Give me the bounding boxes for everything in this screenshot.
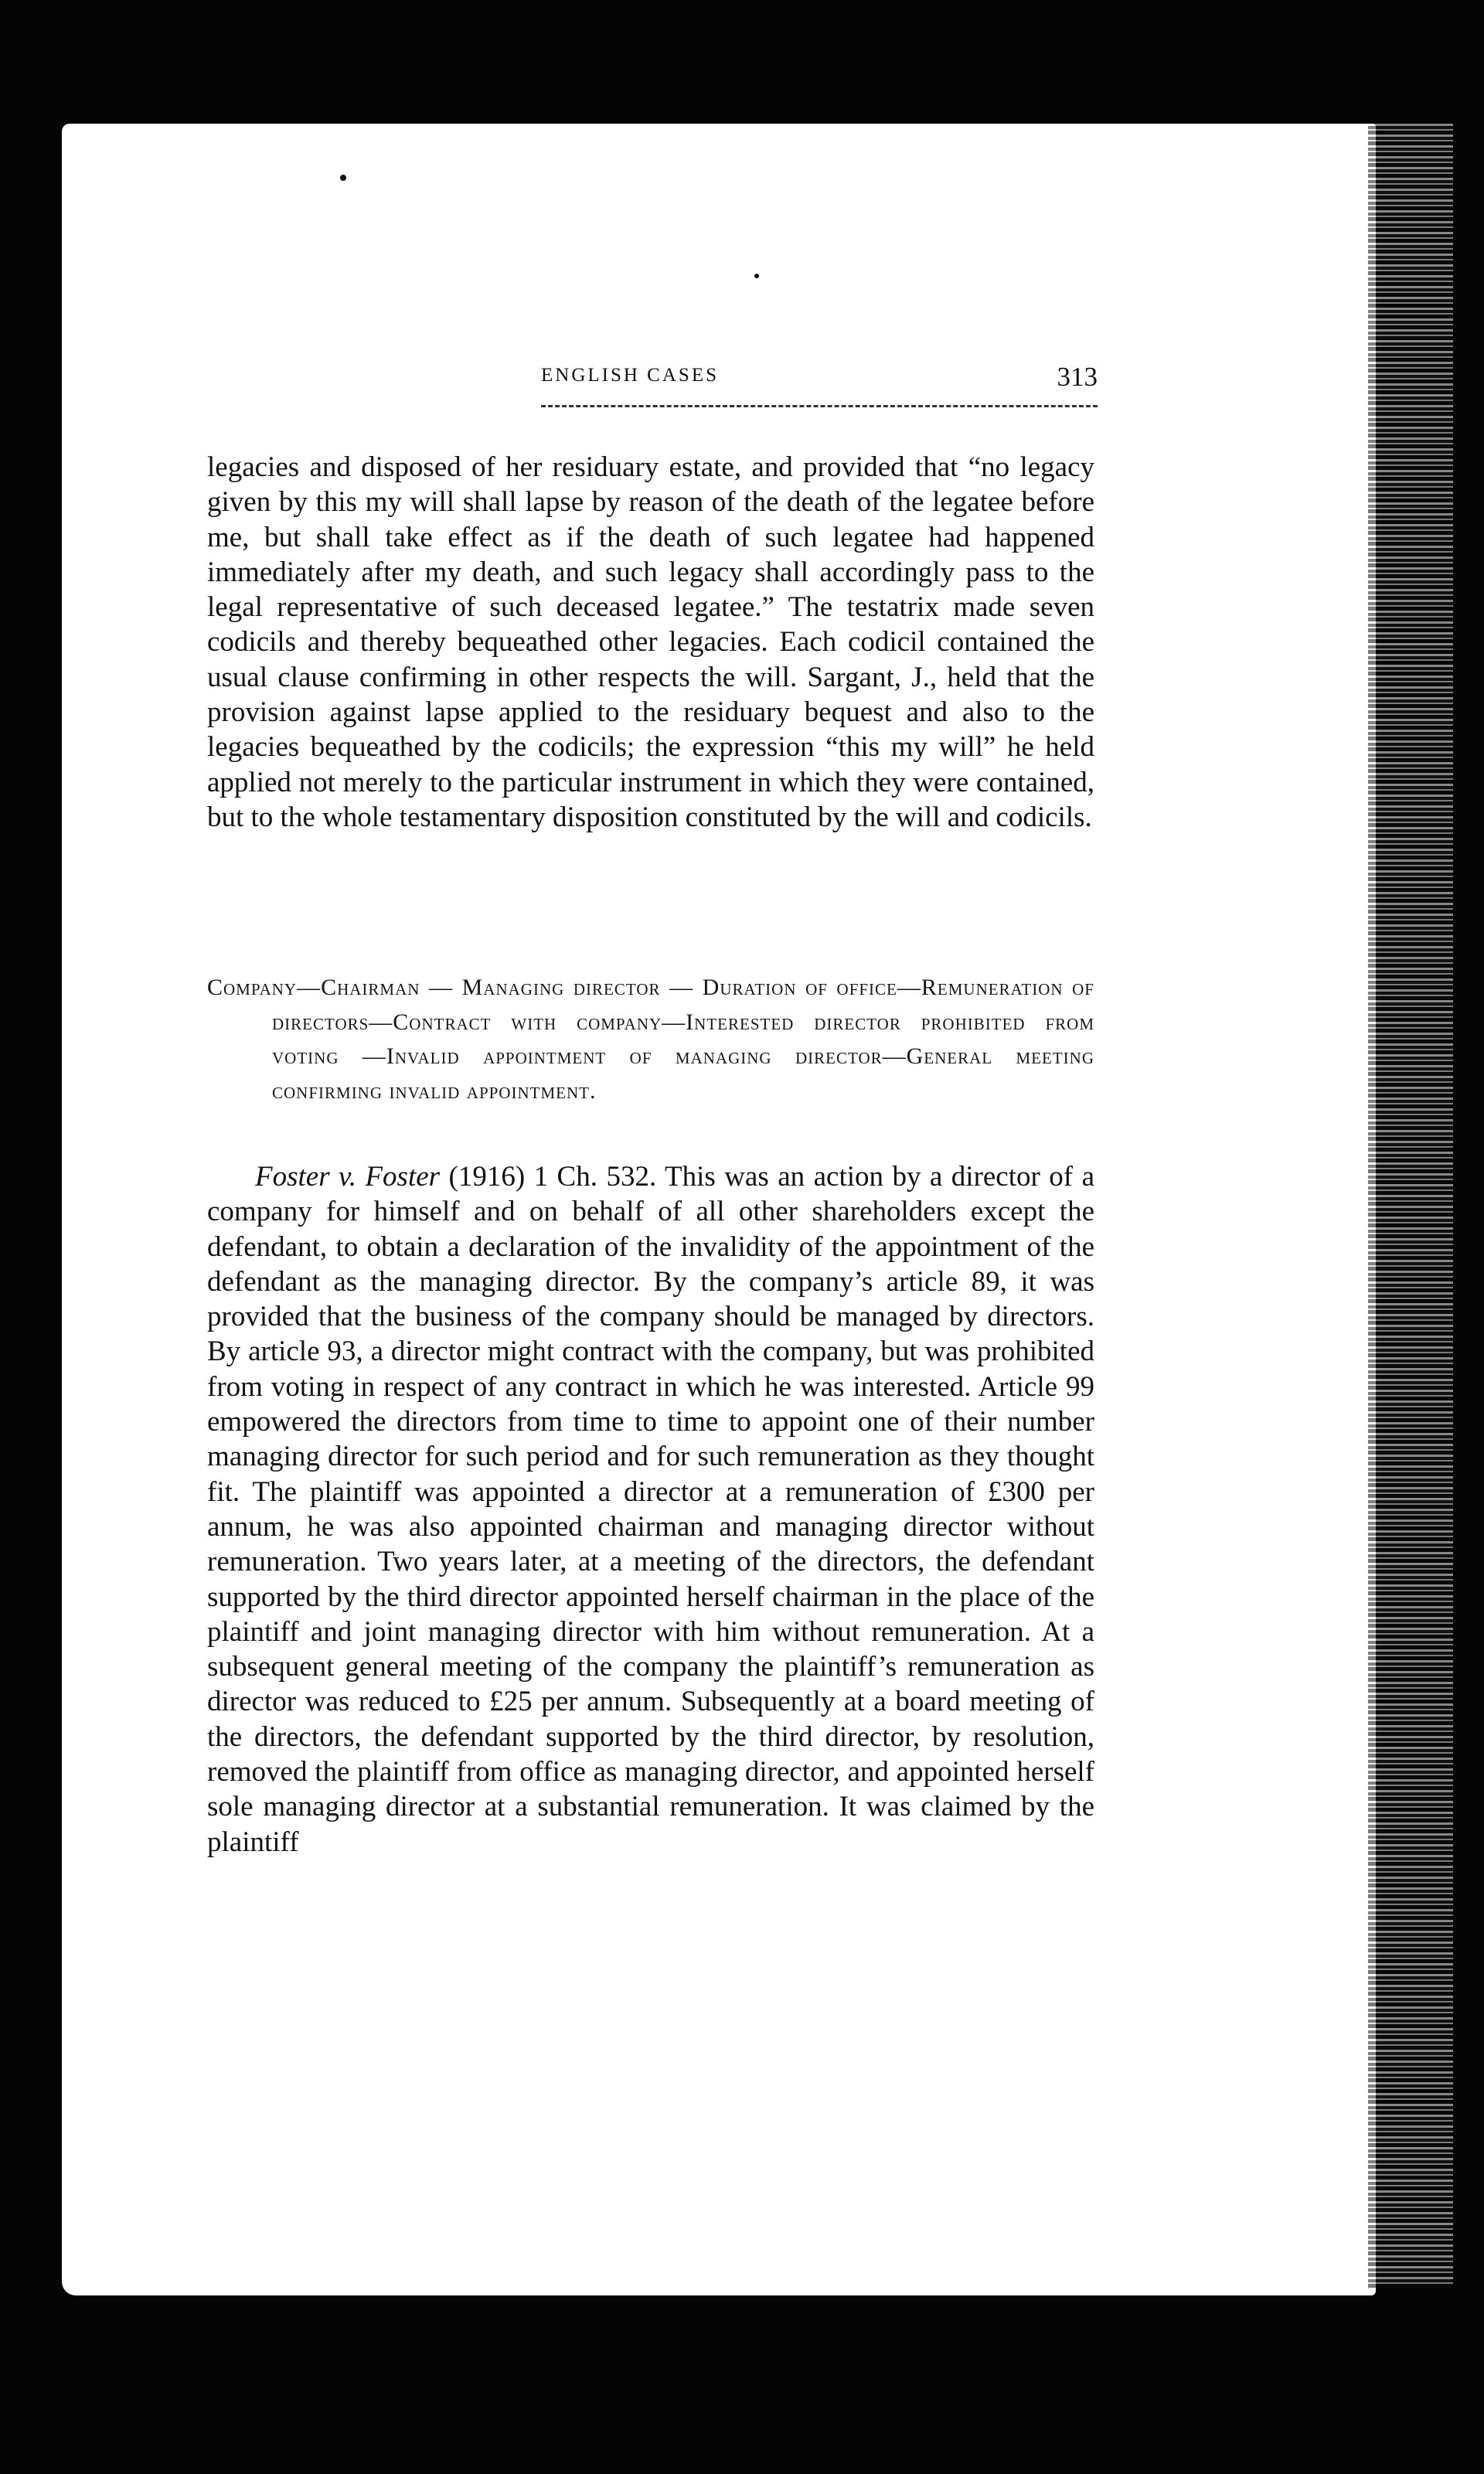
scan-speck bbox=[754, 274, 759, 278]
paragraph-2 bbox=[207, 1159, 1094, 1860]
paragraph-2-text: (1916) 1 Ch. 532. This was an action by a director of a company for himself and on behalf of all other shareholders except the defendant, to obtain a declaration of the invalidity of the appointment of the defendant as the managing director. By the company’s article 89, it was provided that the business of the company should be managed by directors. By article 93, a director might contract with the company, but was prohibited from voting in respect of any contract in which he was interested. Article 99 empowered the directors from time to time to appoint one of their number managing director for such period and for such remuneration as they thought fit. The plaintiff was appointed a director at a remuneration of £300 per annum, he was also appointed chairman and managing director without remuneration. Two years later, at a meeting of the directors, the defendant supported by the third director appointed herself chairman in the place of the plaintiff and joint managing director with him without remuneration. At a subsequent general meeting of the company the plaintiff’s remuneration as director was reduced to £25 per annum. Subsequently at a board meeting of the directors, the defendant supported by the third director, by resolution, removed the plaintiff from office as managing director, and appointed herself sole managing director at a substantial remuneration. It was claimed by the plaintiff bbox=[207, 1161, 1094, 1858]
section-heading: Company—Chairman — Managing director — Duration of office—Remuneration of directors—Contract with company—Interested director prohibited from voting —Invalid appointment of managing director—General meeting confirming invalid appointment. bbox=[207, 975, 1094, 1104]
page-edge-noise bbox=[1368, 124, 1453, 2288]
header-rule bbox=[541, 405, 1098, 407]
page-number: 313 bbox=[1057, 362, 1098, 392]
running-head: ENGLISH CASES bbox=[541, 365, 719, 386]
case-name: Foster v. Foster bbox=[255, 1161, 441, 1193]
scan-speck bbox=[340, 175, 346, 181]
paragraph-1: legacies and disposed of her residuary estate, and provided that “no legacy given by this my will shall lapse by reason of the death of the legatee before me, but shall take effect as if the death of such legatee had happened immediately after my death, and such legacy shall accordingly pass to the legal representative of such deceased legatee.” The testatrix made seven codicils and thereby bequeathed other legacies. Each codicil contained the usual clause confirming in other respects the will. Sargant, J., held that the provision against lapse applied to the residuary bequest and also to the legacies bequeathed by the codicils; the expression “this my will” he held applied not merely to the particular instrument in which they were contained, but to the whole testamentary disposition constituted by the will and codicils. bbox=[207, 451, 1094, 833]
page-header bbox=[541, 362, 1098, 408]
